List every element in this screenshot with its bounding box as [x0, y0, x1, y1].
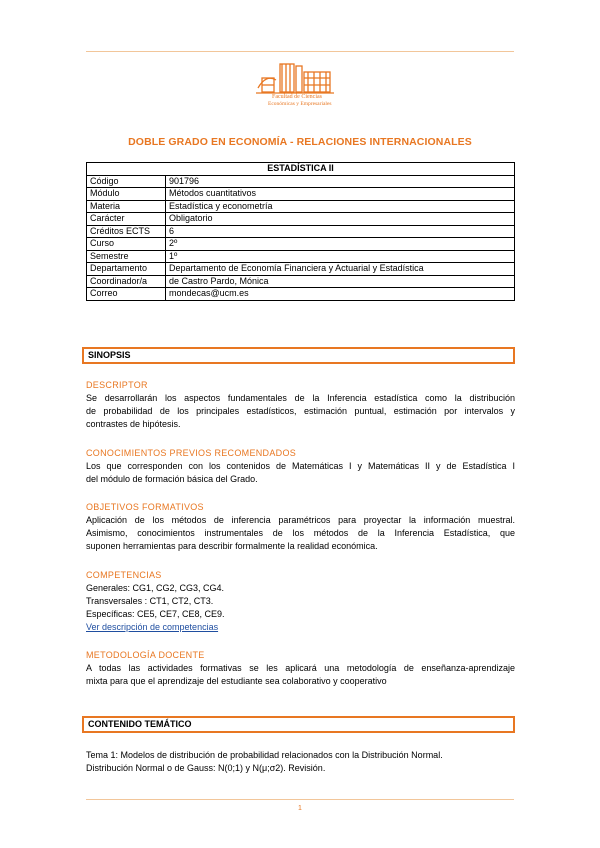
metodologia-line: A todas las actividades formativas se les aplicará una metodología de enseñanza-aprendizaje	[86, 663, 515, 673]
metodologia-title: METODOLOGÍA DOCENTE	[86, 650, 205, 660]
row-label: Coordinador/a	[87, 275, 166, 288]
descriptor-line: de probabilidad de los principales estadísticos, estimación puntual, estimación por intervalos y	[86, 406, 515, 416]
objetivos-text	[86, 514, 515, 553]
table-row	[87, 263, 515, 276]
competencias-title: COMPETENCIAS	[86, 570, 162, 580]
descriptor-line: Se desarrollarán los aspectos fundamentales de la Inferencia estadística como la distribución	[86, 393, 515, 403]
row-value: mondecas@ucm.es	[166, 288, 515, 301]
table-row	[87, 225, 515, 238]
competencias-link[interactable]: Ver descripción de competencias	[86, 622, 219, 632]
row-label: Departamento	[87, 263, 166, 276]
row-label: Código	[87, 175, 166, 188]
sinopsis-header: SINOPSIS	[82, 347, 515, 364]
contenido-line: Distribución Normal o de Gauss: N(0;1) y N(μ;σ2). Revisión.	[86, 763, 326, 773]
table-row	[87, 238, 515, 251]
table-row	[87, 250, 515, 263]
course-info-table	[86, 162, 515, 301]
logo-text-line1: Facultad de Ciencias	[272, 94, 322, 100]
contenido-line: Tema 1: Modelos de distribución de probabilidad relacionados con la Distribución Normal.	[86, 750, 443, 760]
header-rule	[86, 51, 514, 52]
row-label: Carácter	[87, 213, 166, 226]
contenido-header: CONTENIDO TEMÁTICO	[82, 716, 515, 733]
metodologia-text	[86, 662, 515, 688]
table-row	[87, 188, 515, 201]
conocimientos-line: Los que corresponden con los contenidos de Matemáticas I y Matemáticas II y de Estadística I	[86, 461, 515, 471]
table-heading-row	[87, 163, 515, 176]
row-value: 1º	[166, 250, 515, 263]
logo-text-line2: Económicas y Empresariales	[268, 101, 332, 107]
conocimientos-title: CONOCIMIENTOS PREVIOS RECOMENDADOS	[86, 448, 297, 458]
descriptor-line: contrastes de hipótesis.	[86, 419, 181, 429]
faculty-logo	[252, 58, 338, 114]
row-value: Obligatorio	[166, 213, 515, 226]
row-label: Semestre	[87, 250, 166, 263]
objetivos-line: suponen herramientas para describir formalmente la realidad económica.	[86, 541, 378, 551]
page-number: 1	[298, 805, 302, 812]
objetivos-title: OBJETIVOS FORMATIVOS	[86, 502, 204, 512]
objetivos-line: Asimismo, conocimientos instrumentales de los métodos de la Inferencia Estadística, que	[86, 528, 515, 538]
row-label: Correo	[87, 288, 166, 301]
objetivos-line: Aplicación de los métodos de inferencia paramétricos para proyectar la información muestral.	[86, 515, 515, 525]
course-name: ESTADÍSTICA II	[87, 163, 515, 176]
row-label: Curso	[87, 238, 166, 251]
row-label: Materia	[87, 200, 166, 213]
metodologia-line: mixta para que el aprendizaje del estudiante sea colaborativo y cooperativo	[86, 676, 387, 686]
degree-title: DOBLE GRADO EN ECONOMÍA - RELACIONES INTERNACIONALES	[128, 136, 472, 148]
competencias-especificas: Específicas: CE5, CE7, CE8, CE9.	[86, 609, 225, 619]
row-value: Departamento de Economía Financiera y Actuarial y Estadística	[166, 263, 515, 276]
footer-rule	[86, 799, 514, 800]
row-value: Estadística y econometría	[166, 200, 515, 213]
table-row	[87, 275, 515, 288]
table-row	[87, 288, 515, 301]
table-row	[87, 213, 515, 226]
conocimientos-text	[86, 460, 515, 486]
competencias-generales: Generales: CG1, CG2, CG3, CG4.	[86, 583, 225, 593]
competencias-transversales: Transversales : CT1, CT2, CT3.	[86, 596, 214, 606]
row-value: 6	[166, 225, 515, 238]
row-value: 2º	[166, 238, 515, 251]
descriptor-text	[86, 392, 515, 431]
conocimientos-line: del módulo de formación básica del Grado.	[86, 474, 258, 484]
descriptor-title: DESCRIPTOR	[86, 380, 148, 390]
competencias-text	[86, 582, 515, 634]
table-row	[87, 200, 515, 213]
row-label: Créditos ECTS	[87, 225, 166, 238]
row-value: de Castro Pardo, Mónica	[166, 275, 515, 288]
row-label: Módulo	[87, 188, 166, 201]
row-value: 901796	[166, 175, 515, 188]
table-row	[87, 175, 515, 188]
contenido-text	[86, 749, 515, 775]
row-value: Métodos cuantitativos	[166, 188, 515, 201]
